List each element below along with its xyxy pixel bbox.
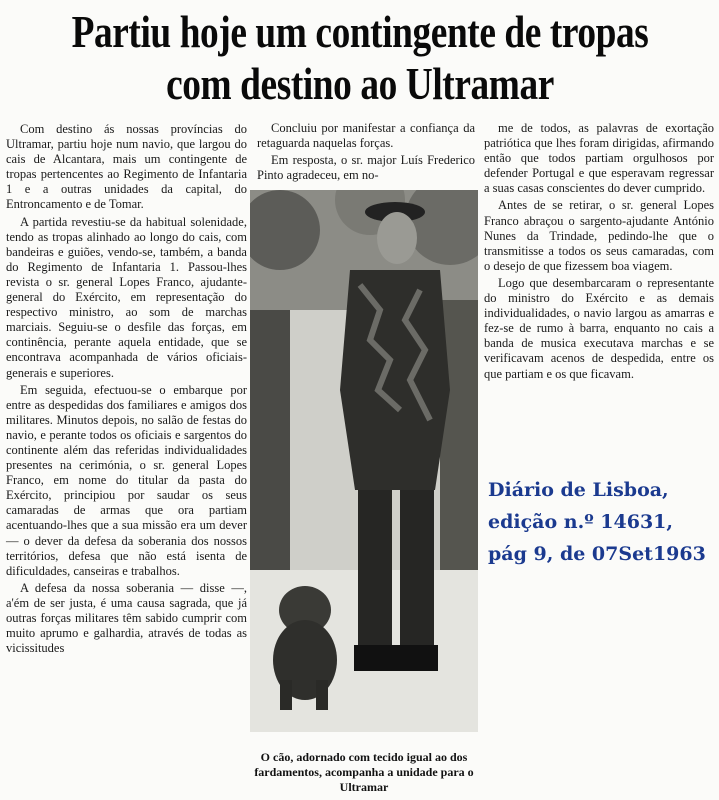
paragraph: Em resposta, o sr. major Luís Frederico Pinto agradeceu, em no-: [257, 153, 475, 183]
source-line-1: Diário de Lisboa,: [488, 479, 669, 501]
paragraph: Concluiu por manifestar a confiança da retaguarda naquelas forças.: [257, 121, 475, 151]
paragraph: Com destino ás nossas províncias do Ultramar, partiu hoje num navio, que largou do cais de Alcantara, mais um contingente de tropas pertencentes ao Regimento de Infantaria 1 e a outras unidades da capital, do Entroncamento e de Tomar.: [6, 122, 247, 212]
article-column-1: [6, 122, 247, 658]
headline: [70, 6, 651, 110]
source-citation: [488, 474, 718, 570]
article-column-2: [257, 121, 475, 185]
soldier-with-dog-photo: [250, 190, 478, 732]
paragraph: Antes de se retirar, o sr. general Lopes Franco abraçou o sargento-ajudante António Nunes da Trindade, pedindo-lhe que o transmitisse a todos os seus camaradas, com o desejo de que fizessem boa viagem.: [484, 198, 714, 273]
photo-caption: O cão, adornado com tecido igual ao dos fardamentos, acompanha a unidade para o Ultramar: [254, 750, 474, 794]
paragraph: Em seguida, efectuou-se o embarque por entre as despedidas dos familiares e amigos dos militares. Minutos depois, no salão de festas do navio, e perante todos os oficiais e sargentos do continente além das referidas individualidades presentes na cerimónia, o sr. general Lopes Franco, em nome do titular da pasta do Exército, principiou por saudar os seus camaradas de armas que ora partiam acentuando-lhes que a sua missão era um dever — o dever da defesa da soberania dos nossos territórios, defesa que não está isenta de dificuldades, canseiras e trabalhos.: [6, 382, 247, 578]
headline-line-1: Partiu hoje um contingente de tropas: [71, 7, 649, 57]
paragraph: A partida revestiu-se da habitual solenidade, tendo as tropas alinhado ao longo do cais, com bandeiras e guiões, vendo-se, também, a banda do Regimento de Infantaria 1. Passou-lhes revista o sr. general Lopes Franco, ajudante-general do Exército, em representação do respectivo ministro, ao som de marchas marciais. Seguiu-se o desfile das forças, em continência, perante aquela entidade, que se encontrava acompanhada de vários oficiais-generais e superiores.: [6, 214, 247, 380]
paragraph: Logo que desembarcaram o representante do ministro do Exército e as demais individualidades, o navio largou as amarras e fez-se de rumo à barra, enquanto no cais a banda de musica executava marchas e se verificavam acenos de despedida, entre os que partiam e os que ficavam.: [484, 275, 714, 381]
source-line-2: edição n.º 14631,: [488, 511, 674, 533]
article-column-3: [484, 121, 714, 384]
headline-line-2: com destino ao Ultramar: [166, 59, 554, 109]
paragraph: A defesa da nossa soberania — disse —, a'ém de ser justa, é uma causa sagrada, que já outras forças militares têm sabido cumprir com muito aprumo e galhardia, através de todas as vicissitudes: [6, 580, 247, 656]
paragraph: me de todos, as palavras de exortação patriótica que lhes foram dirigidas, afirmando então que todos partiam orgulhosos por defender Portugal e que esperavam regressar a suas casas conscientes do dever cumprido.: [484, 121, 714, 196]
source-line-3: pág 9, de 07Set1963: [488, 543, 706, 565]
